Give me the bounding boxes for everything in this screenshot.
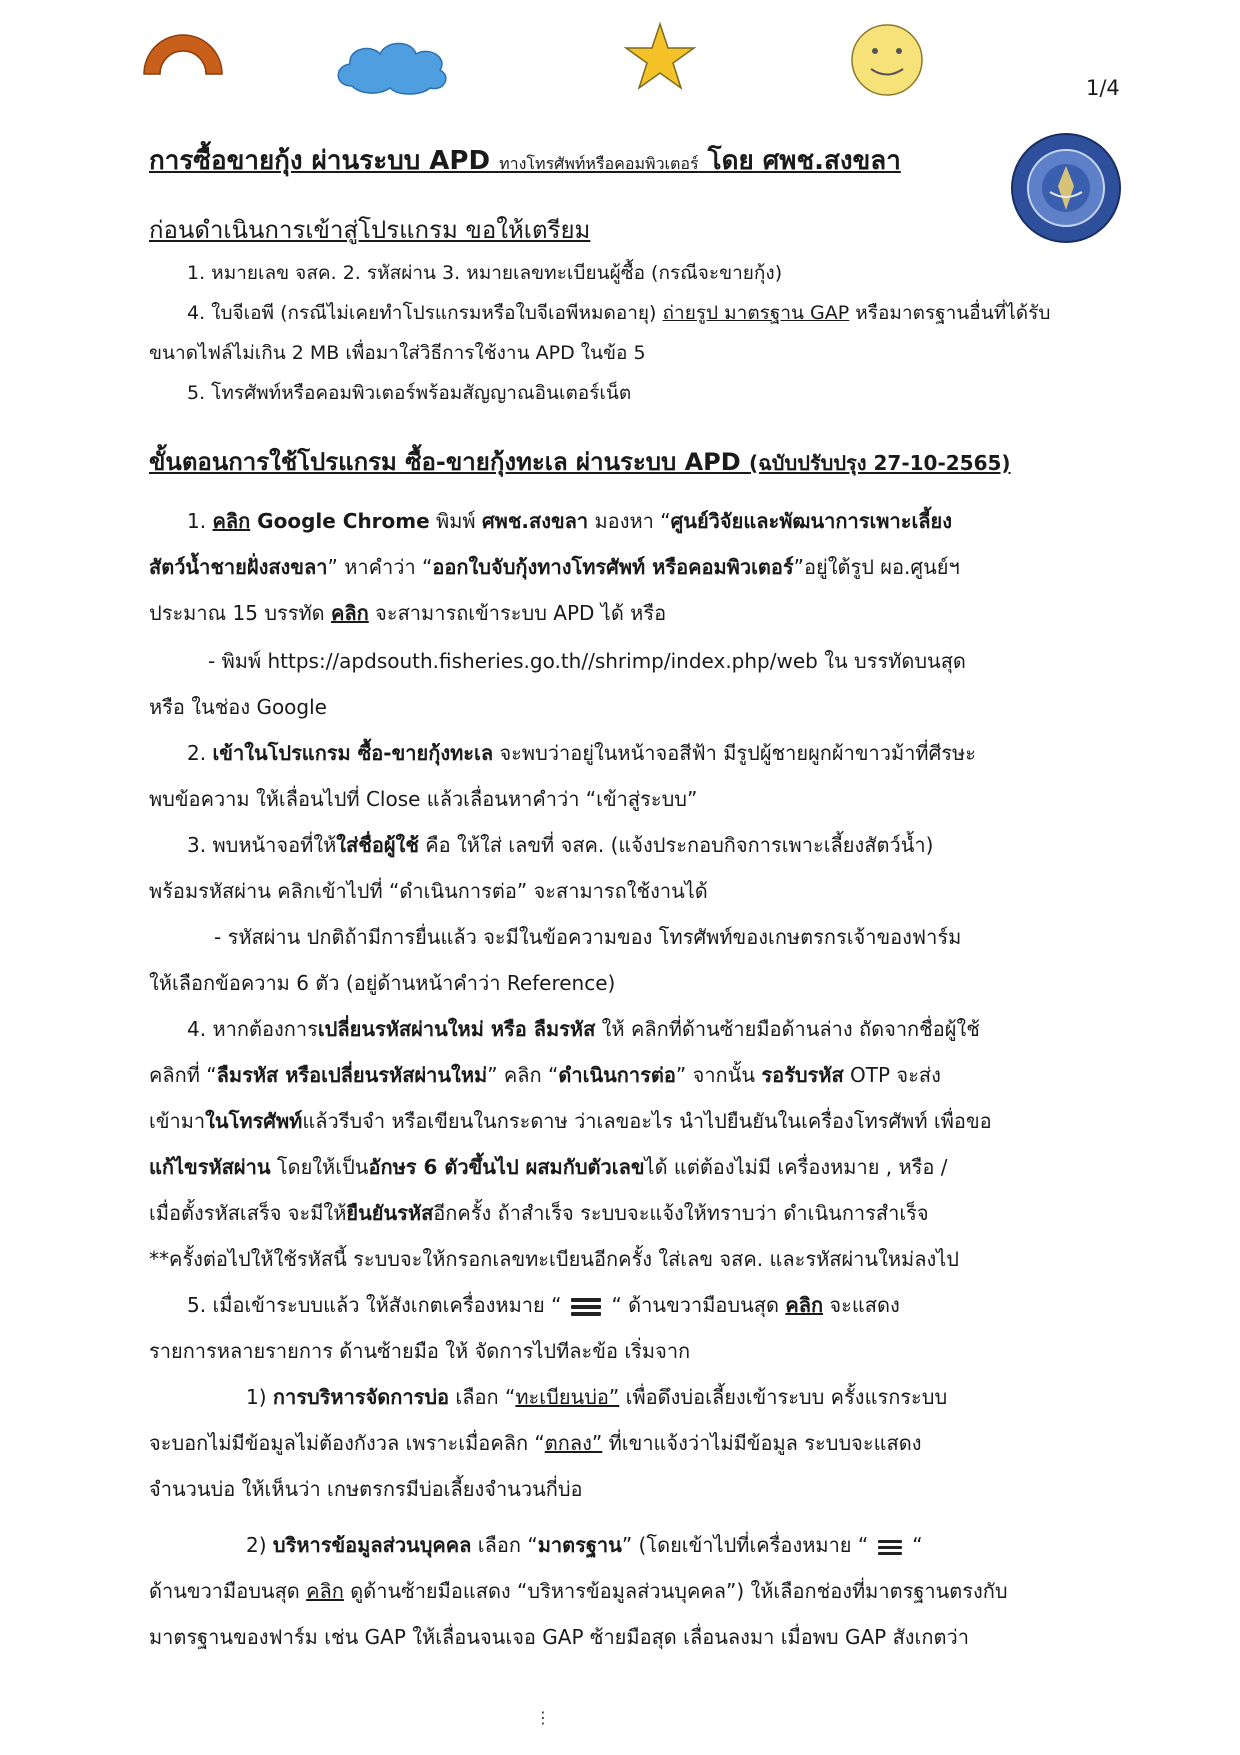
step3-line3: - รหัสผ่าน ปกติถ้ามีการยื่นแล้ว จะมีในข้อความของ โทรศัพท์ของเกษตรกรเจ้าของฟาร์ม xyxy=(214,925,962,949)
step4-line4: แก้ไขรหัสผ่าน โดยให้เป็นอักษร 6 ตัวขึ้นไป ผสมกับตัวเลขได้ แต่ต้องไม่มี เครื่องหมาย , หรือ / xyxy=(149,1155,948,1179)
step1-line3: ประมาณ 15 บรรทัด คลิก จะสามารถเข้าระบบ APD ได้ หรือ xyxy=(149,601,667,625)
prep-heading: ก่อนดำเนินการเข้าสู่โปรแกรม ขอให้เตรียม xyxy=(149,216,591,244)
prep-item1: 1. หมายเลข จสค. 2. รหัสผ่าน 3. หมายเลขทะเบียนผู้ซื้อ (กรณีจะขายกุ้ง) xyxy=(187,262,783,284)
more-options-icon[interactable]: ⋮ xyxy=(535,1708,551,1727)
rainbow-icon xyxy=(144,35,222,74)
step4-line6: **ครั้งต่อไปให้ใช้รหัสนี้ ระบบจะให้กรอกเลขทะเบียนอีกครั้ง ใส่เลข จสค. และรหัสผ่านใหม่ลงไป xyxy=(149,1247,959,1271)
step5-line1: 5. เมื่อเข้าระบบแล้ว ให้สังเกตเครื่องหมาย “ “ ด้านขวามือบนสุด คลิก จะแสดง xyxy=(187,1293,900,1317)
title-part2: โดย ศพช.สงขลา xyxy=(698,146,901,176)
hamburger-menu-icon-small xyxy=(878,1537,902,1557)
step4-line5: เมื่อตั้งรหัสเสร็จ จะมีให้ยืนยันรหัสอีกครั้ง ถ้าสำเร็จ ระบบจะแจ้งให้ทราบว่า ดำเนินการสำเร็จ xyxy=(149,1201,929,1225)
step1-line1: 1. คลิก Google Chrome พิมพ์ ศพช.สงขลา มองหา “ศูนย์วิจัยและพัฒนาการเพาะเลี้ยง xyxy=(187,509,953,533)
step2-line2: พบข้อความ ให้เลื่อนไปที่ Close แล้วเลื่อนหาคำว่า “เข้าสู่ระบบ” xyxy=(149,787,698,811)
step5-p2-line3: มาตรฐานของฟาร์ม เช่น GAP ให้เลื่อนจนเจอ GAP ซ้ายมือสุด เลื่อนลงมา เมื่อพบ GAP สังเกตว่า xyxy=(149,1625,969,1649)
prep-item4-cont: ขนาดไฟล์ไม่เกิน 2 MB เพื่อมาใส่วิธีการใช้งาน APD ในข้อ 5 xyxy=(149,342,646,364)
step3-line4: ให้เลือกข้อความ 6 ตัว (อยู่ด้านหน้าคำว่า Reference) xyxy=(149,971,616,995)
header-shapes xyxy=(0,0,1240,120)
hamburger-menu-icon xyxy=(571,1295,601,1319)
page-number: 1/4 xyxy=(1086,76,1120,100)
step4-line1: 4. หากต้องการเปลี่ยนรหัสผ่านใหม่ หรือ ลืมรหัส ให้ คลิกที่ด้านซ้ายมือด้านล่าง ถัดจากชื่อผู้ใช้ xyxy=(187,1017,980,1041)
step5-p1-line3: จำนวนบ่อ ให้เห็นว่า เกษตรกรมีบ่อเลี้ยงจำนวนกี่บ่อ xyxy=(149,1477,583,1501)
department-seal-logo xyxy=(1010,132,1122,244)
step4-line3: เข้ามาในโทรศัพท์แล้วรีบจำ หรือเขียนในกระดาษ ว่าเลขอะไร นำไปยืนยันในเครื่องโทรศัพท์ เพื่อขอ xyxy=(149,1109,992,1133)
step3-line2: พร้อมรหัสผ่าน คลิกเข้าไปที่ “ดำเนินการต่อ” จะสามารถใช้งานได้ xyxy=(149,879,708,903)
step4-line2: คลิกที่ “ลืมรหัส หรือเปลี่ยนรหัสผ่านใหม่” คลิก “ดำเนินการต่อ” จากนั้น รอรับรหัส OTP จะส่ง xyxy=(149,1063,941,1087)
step5-p1-line2: จะบอกไม่มีข้อมูลไม่ต้องกังวล เพราะเมื่อคลิก “ตกลง” ที่เขาแจ้งว่าไม่มีข้อมูล ระบบจะแสดง xyxy=(149,1431,922,1455)
step5-p2-line2: ด้านขวามือบนสุด คลิก ดูด้านซ้ายมือแสดง “บริหารข้อมูลส่วนบุคคล”) ให้เลือกช่องที่มาตรฐานตรงกับ xyxy=(149,1579,1008,1603)
cloud-icon xyxy=(338,44,446,95)
document-title xyxy=(149,140,901,181)
star-icon xyxy=(626,24,694,88)
step1-line2: สัตว์น้ำชายฝั่งสงขลา” หาคำว่า “ออกใบจับกุ้งทางโทรศัพท์ หรือคอมพิวเตอร์”อยู่ใต้รูป ผอ.ศูนย์ฯ xyxy=(149,555,960,579)
prep-item4: 4. ใบจีเอพี (กรณีไม่เคยทำโปรแกรมหรือใบจีเอพีหมดอายุ) ถ่ายรูป มาตรฐาน GAP หรือมาตรฐานอื่นที่ได้รับ xyxy=(187,302,1051,324)
prep-item5: 5. โทรศัพท์หรือคอมพิวเตอร์พร้อมสัญญาณอินเตอร์เน็ต xyxy=(187,382,632,404)
step3-line1: 3. พบหน้าจอที่ให้ใส่ชื่อผู้ใช้ คือ ให้ใส่ เลขที่ จสค. (แจ้งประกอบกิจการเพาะเลี้ยงสัตว์น้ำ) xyxy=(187,833,934,857)
step5-p1-line1: 1) การบริหารจัดการบ่อ เลือก “ทะเบียนบ่อ” เพื่อดึงบ่อเลี้ยงเข้าระบบ ครั้งแรกระบบ xyxy=(246,1385,948,1409)
smiley-icon xyxy=(852,25,922,95)
step5-line2: รายการหลายรายการ ด้านซ้ายมือ ให้ จัดการไปทีละข้อ เริ่มจาก xyxy=(149,1339,691,1363)
step1-line5: หรือ ในช่อง Google xyxy=(149,695,327,719)
steps-heading: ขั้นตอนการใช้โปรแกรม ซื้อ-ขายกุ้งทะเล ผ่านระบบ APD (ฉบับปรับปรุง 27-10-2565) xyxy=(149,448,1011,476)
title-part1: การซื้อขายกุ้ง ผ่านระบบ APD xyxy=(149,146,500,176)
step1-url-line: - พิมพ์ https://apdsouth.fisheries.go.th//shrimp/index.php/web ใน บรรทัดบนสุด xyxy=(208,649,966,673)
title-small: ทางโทรศัพท์หรือคอมพิวเตอร์ xyxy=(499,154,699,173)
step2-line1: 2. เข้าในโปรแกรม ซื้อ-ขายกุ้งทะเล จะพบว่าอยู่ในหน้าจอสีฟ้า มีรูปผู้ชายผูกผ้าขาวม้าที่ศีรษะ xyxy=(187,741,976,765)
step5-p2-line1: 2) บริหารข้อมูลส่วนบุคคล เลือก “มาตรฐาน” (โดยเข้าไปที่เครื่องหมาย “ “ xyxy=(246,1533,923,1557)
